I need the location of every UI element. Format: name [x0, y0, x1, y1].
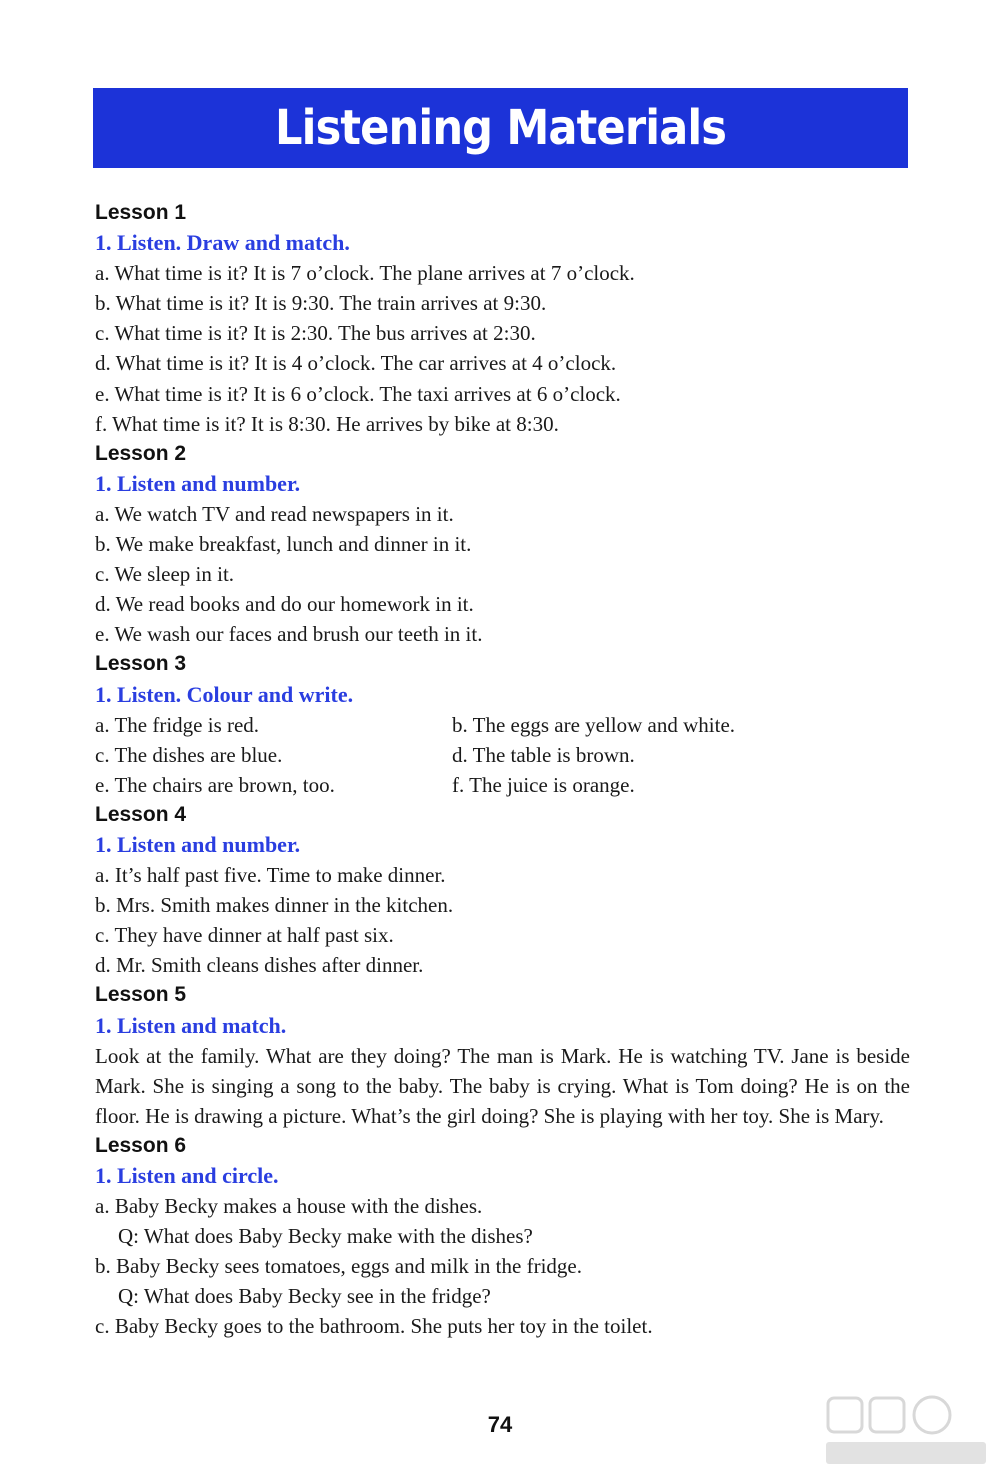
transcript-line: d. Mr. Smith cleans dishes after dinner. — [95, 953, 424, 978]
task-heading: 1. Listen and number. — [95, 470, 301, 496]
transcript-line: c. We sleep in it. — [95, 562, 235, 587]
page-number: 74 — [487, 1412, 513, 1437]
transcript-line: b. Baby Becky sees tomatoes, eggs and milk in the fridge. — [95, 1254, 582, 1279]
transcript-line: e. We wash our faces and brush our teeth in it. — [95, 622, 483, 647]
listening-content — [95, 198, 910, 1342]
lesson-2 — [95, 439, 910, 650]
transcript-line: d. What time is it? It is 4 o’clock. The car arrives at 4 o’clock. — [95, 351, 617, 376]
task-heading: 1. Listen and number. — [95, 831, 301, 857]
transcript-line: c. What time is it? It is 2:30. The bus arrives at 2:30. — [95, 321, 536, 346]
question-line: Q: What does Baby Becky make with the dishes? — [118, 1224, 533, 1249]
transcript-line: d. We read books and do our homework in it. — [95, 592, 474, 617]
transcript-line: b. The eggs are yellow and white. — [452, 712, 736, 737]
lesson-heading: Lesson 4 — [95, 802, 187, 826]
transcript-line: c. They have dinner at half past six. — [95, 923, 394, 948]
transcript-line: d. The table is brown. — [452, 742, 635, 767]
transcript-line: a. The fridge is red. — [95, 712, 260, 737]
lesson-heading: Lesson 6 — [95, 1133, 187, 1157]
transcript-line: a. We watch TV and read newspapers in it. — [95, 501, 454, 526]
transcript-line: a. What time is it? It is 7 o’clock. The plane arrives at 7 o’clock. — [95, 261, 635, 286]
transcript-line: f. What time is it? It is 8:30. He arrives by bike at 8:30. — [95, 411, 559, 436]
transcript-paragraph: Look at the family. What are they doing? The man is Mark. He is watching TV. Jane is beside Mark. She is singing a song to the baby. The baby is crying. What is Tom doing? He is on the floor. He is drawing a picture. What’s the girl doing? She is playing with her toy. She is Mary. — [95, 1043, 910, 1128]
lesson-1 — [95, 198, 910, 439]
transcript-line: b. We make breakfast, lunch and dinner in it. — [95, 532, 472, 557]
transcript-line: b. Mrs. Smith makes dinner in the kitchen. — [95, 893, 454, 918]
transcript-row — [95, 710, 910, 740]
task-heading: 1. Listen and circle. — [95, 1163, 279, 1188]
title-banner — [93, 88, 908, 168]
transcript-line: c. Baby Becky goes to the bathroom. She puts her toy in the toilet. — [95, 1314, 653, 1339]
task-heading: 1. Listen. Colour and write. — [95, 681, 354, 707]
lesson-4 — [95, 800, 910, 981]
question-line: Q: What does Baby Becky see in the fridge? — [118, 1284, 491, 1309]
lesson-heading: Lesson 2 — [95, 441, 187, 465]
transcript-line: e. What time is it? It is 6 o’clock. The taxi arrives at 6 o’clock. — [95, 381, 621, 406]
task-heading: 1. Listen and match. — [95, 1012, 287, 1038]
lesson-heading: Lesson 1 — [95, 201, 187, 224]
task-heading: 1. Listen. Draw and match. — [95, 230, 350, 256]
transcript-line: a. Baby Becky makes a house with the dishes. — [95, 1194, 483, 1219]
lesson-3 — [95, 649, 910, 799]
transcript-line: f. The juice is orange. — [452, 772, 635, 797]
transcript-line: b. What time is it? It is 9:30. The train arrives at 9:30. — [95, 291, 547, 316]
transcript-row — [95, 740, 910, 770]
lesson-heading: Lesson 3 — [95, 652, 187, 676]
lesson-6 — [95, 1131, 910, 1342]
page-title: Listening Materials — [274, 100, 727, 156]
watermark-logo-icon — [820, 1392, 995, 1472]
transcript-row — [95, 770, 910, 800]
transcript-line: a. It’s half past five. Time to make dinner. — [95, 863, 446, 888]
lesson-5 — [95, 980, 910, 1130]
transcript-line: c. The dishes are blue. — [95, 742, 283, 767]
lesson-heading: Lesson 5 — [95, 983, 187, 1007]
transcript-line: e. The chairs are brown, too. — [95, 772, 335, 797]
